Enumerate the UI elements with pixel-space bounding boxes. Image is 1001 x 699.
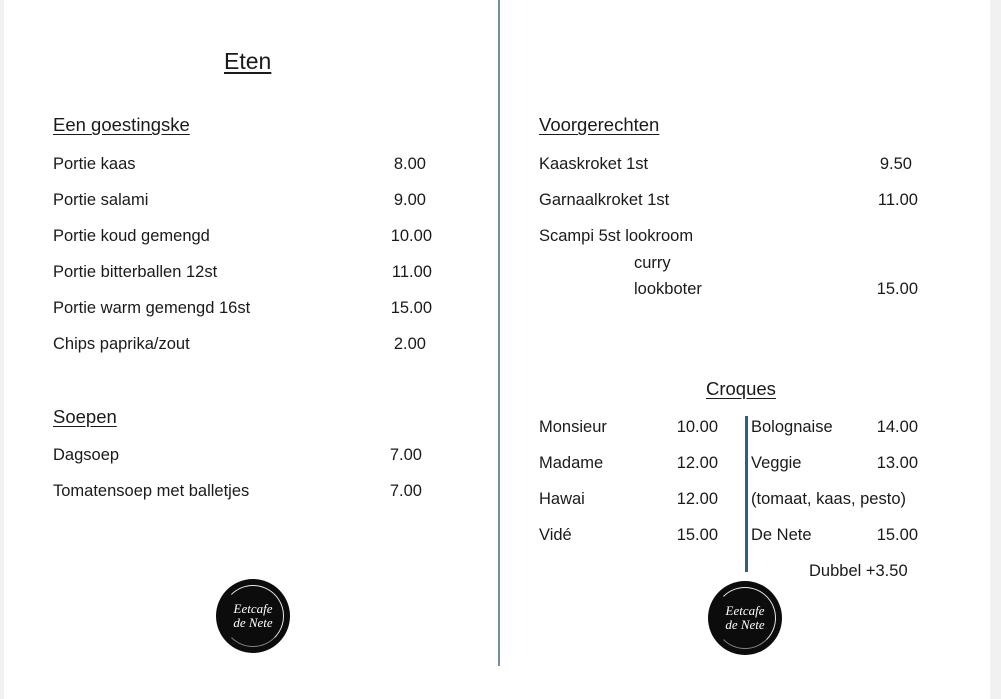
croque-price: 12.00 xyxy=(676,490,718,508)
logo-line1: Eetcafe xyxy=(725,603,765,618)
menu-item-name: Portie salami xyxy=(53,191,149,209)
croque-price: 12.00 xyxy=(676,454,718,472)
scampi-price: 15.00 xyxy=(876,280,918,298)
logo-line1: Eetcafe xyxy=(233,601,273,616)
eetcafe-logo-right xyxy=(709,582,781,654)
dubbel-surcharge: Dubbel +3.50 xyxy=(809,562,908,580)
croque-name: Madame xyxy=(539,454,604,472)
croques-column-divider xyxy=(745,416,748,572)
logo-line2: de Nete xyxy=(725,617,765,632)
menu-title: Eten xyxy=(224,48,272,74)
croque-name: De Nete xyxy=(751,526,812,544)
croque-price: 10.00 xyxy=(676,418,718,436)
menu-item-price: 8.00 xyxy=(393,155,426,173)
croque-price: 13.00 xyxy=(876,454,918,472)
menu-item-price: 9.50 xyxy=(879,155,912,173)
section-heading-goesting: Een goestingske xyxy=(53,114,190,135)
menu-item-name: Portie bitterballen 12st xyxy=(53,263,218,281)
croque-name: Vidé xyxy=(539,526,572,544)
menu-item-price: 9.00 xyxy=(393,191,426,209)
scampi-variant-lookboter: lookboter xyxy=(634,280,702,298)
menu-item-price: 11.00 xyxy=(877,191,918,209)
menu-item-price: 2.00 xyxy=(393,335,426,353)
menu-item-name: Dagsoep xyxy=(53,446,120,464)
section-heading-croques: Croques xyxy=(706,378,776,399)
section-heading-voorgerechten: Voorgerechten xyxy=(539,114,660,135)
menu-item-price: 15.00 xyxy=(390,299,432,317)
logo-line2: de Nete xyxy=(233,615,273,630)
page-divider xyxy=(498,0,500,666)
menu-item-price: 10.00 xyxy=(390,227,432,245)
menu-item-name: Portie kaas xyxy=(53,155,136,173)
menu-sheet xyxy=(4,0,990,699)
veggie-note: (tomaat, kaas, pesto) xyxy=(751,490,906,508)
eetcafe-logo-left xyxy=(217,580,289,652)
menu-item-price: 7.00 xyxy=(389,446,422,464)
croque-price: 14.00 xyxy=(876,418,918,436)
croque-name: Hawai xyxy=(539,490,585,508)
croque-name: Monsieur xyxy=(539,418,607,436)
section-heading-soepen: Soepen xyxy=(53,406,117,427)
menu-item-name: Chips paprika/zout xyxy=(53,335,190,353)
croque-price: 15.00 xyxy=(676,526,718,544)
croque-name: Bolognaise xyxy=(751,418,833,436)
scampi-variant-curry: curry xyxy=(634,254,671,272)
menu-item-price: 11.00 xyxy=(391,263,432,281)
scampi-name: Scampi 5st lookroom xyxy=(539,227,694,245)
menu-item-price: 7.00 xyxy=(389,482,422,500)
menu-item-name: Portie koud gemengd xyxy=(53,227,210,245)
croque-price: 15.00 xyxy=(876,526,918,544)
menu-item-name: Tomatensoep met balletjes xyxy=(53,482,250,500)
menu-item-name: Garnaalkroket 1st xyxy=(539,191,670,209)
menu-item-name: Kaaskroket 1st xyxy=(539,155,649,173)
menu-item-name: Portie warm gemengd 16st xyxy=(53,299,251,317)
croque-name: Veggie xyxy=(751,454,802,472)
